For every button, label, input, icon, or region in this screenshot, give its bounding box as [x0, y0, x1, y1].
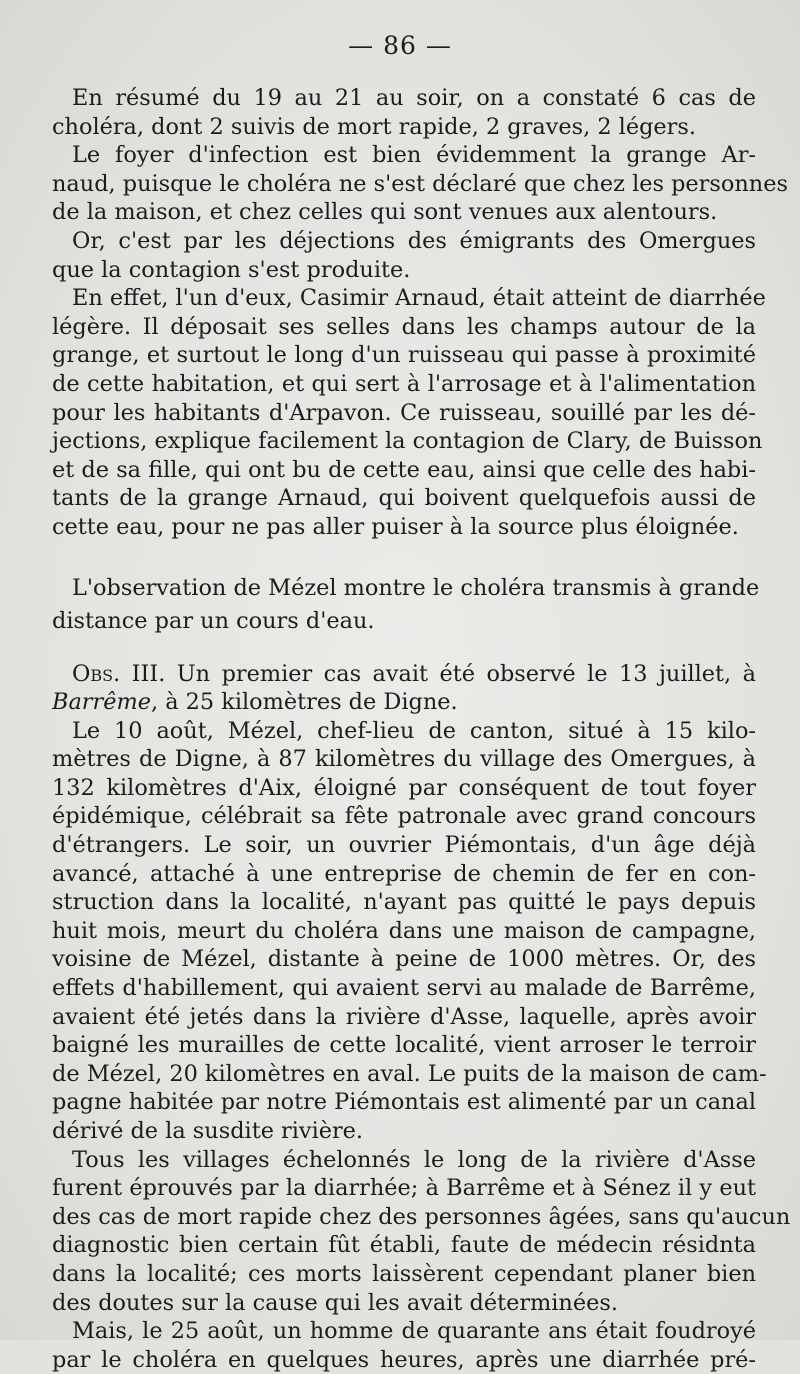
text-line: distance par un cours d'eau. [52, 607, 375, 634]
text-line: avaient été jetés dans la rivière d'Asse, laquelle, après avoir [52, 1003, 756, 1030]
paragraph-gap [52, 638, 756, 660]
paragraph [52, 1317, 756, 1374]
text-line: baigné les murailles de cette localité, vient arroser le terroir [52, 1032, 756, 1059]
place-name: Barrême [52, 689, 151, 716]
text-line: huit mois, meurt du choléra dans une maison de campagne, [52, 917, 756, 944]
text-line: Tous les villages échelonnés le long de la rivière d'Asse [72, 1146, 756, 1173]
text-line: que la contagion s'est produite. [52, 256, 411, 283]
text-line: cette eau, pour ne pas aller puiser à la source plus éloignée. [52, 513, 739, 540]
text-line: Or, c'est par les déjections des émigrants des Omergues [72, 227, 756, 254]
text-line: légère. Il déposait ses selles dans les champs autour de la [52, 313, 756, 340]
paragraph [52, 141, 788, 227]
text-line: naud, puisque le choléra ne s'est déclaré que chez les personnes [52, 170, 788, 197]
text-line: de Mézel, 20 kilomètres en aval. Le puits de la maison de cam- [52, 1060, 767, 1087]
text-line: de la maison, et chez celles qui sont venues aux alentours. [52, 199, 718, 226]
text-line: effets d'habillement, qui avaient servi au malade de Barrême, [52, 975, 756, 1002]
text-line: des cas de mort rapide chez des personnes âgées, sans qu'aucun [52, 1203, 791, 1230]
text-line: mètres de Digne, à 87 kilomètres du village des Omergues, à [52, 746, 756, 773]
text-line [52, 688, 756, 717]
paragraph [52, 84, 756, 141]
text-line: avancé, attaché à une entreprise de chemin de fer en con- [52, 860, 756, 887]
text-line: des doutes sur la cause qui les avait déterminées. [52, 1289, 618, 1316]
paragraph [52, 227, 756, 284]
text-line: En effet, l'un d'eux, Casimir Arnaud, était atteint de diarrhée [72, 285, 766, 312]
text-line: jections, explique facilement la contagion de Clary, de Buisson [52, 428, 763, 455]
text-line: grange, et surtout le long d'un ruisseau qui passe à proximité [52, 342, 756, 369]
text-line: En résumé du 19 au 21 au soir, on a constaté 6 cas de [72, 85, 756, 111]
page-body [52, 84, 791, 1374]
text-line: diagnostic bien certain fût établi, faute de médecin résidnta [52, 1232, 756, 1259]
text-line: épidémique, célébrait sa fête patronale avec grand concours [52, 803, 756, 830]
page-number: — 86 — [348, 31, 452, 60]
observation-label: Obs. III. [72, 660, 166, 687]
paragraph-gap [52, 542, 756, 572]
text-line: pagne habitée par notre Piémontais est alimenté par un canal [52, 1089, 756, 1116]
text-line: pour les habitants d'Arpavon. Ce ruisseau, souillé par les dé- [52, 399, 756, 426]
observation-text: Un premier cas avait été observé le 13 juillet, à [165, 660, 756, 687]
text-line: tants de la grange Arnaud, qui boivent quelquefois aussi de [52, 485, 756, 512]
paragraph [52, 284, 766, 541]
text-line: struction dans la localité, n'ayant pas quitté le pays depuis [52, 889, 756, 916]
text-line: L'observation de Mézel montre le choléra transmis à grande [72, 574, 760, 601]
observation-heading [52, 660, 756, 717]
text-line: dérivé de la susdite rivière. [52, 1118, 364, 1144]
text-line: d'étrangers. Le soir, un ouvrier Piémontais, d'un âge déjà [52, 832, 756, 859]
text-line: Le 10 août, Mézel, chef-lieu de canton, situé à 15 kilo- [72, 717, 756, 744]
text-line: de cette habitation, et qui sert à l'arrosage et à l'alimentation [52, 370, 756, 397]
text-line: furent éprouvés par la diarrhée; à Barrême et à Sénez il y eut [52, 1175, 756, 1202]
paragraph [52, 717, 767, 1146]
paragraph [52, 1146, 791, 1318]
text-line: par le choléra en quelques heures, après une diarrhée pré- [52, 1346, 756, 1373]
text-line: voisine de Mézel, distante à peine de 1000 mètres. Or, des [52, 946, 756, 973]
paragraph [52, 572, 760, 638]
text-line: choléra, dont 2 suivis de mort rapide, 2 graves, 2 légers. [52, 113, 696, 140]
text-line [52, 660, 756, 689]
text-line: Mais, le 25 août, un homme de quarante ans était foudroyé [72, 1318, 756, 1345]
text-line: 132 kilomètres d'Aix, éloigné par conséquent de tout foyer [52, 774, 756, 801]
text-line: Le foyer d'infection est bien évidemment la grange Ar- [72, 142, 756, 169]
text-line: dans la localité; ces morts laissèrent cependant planer bien [52, 1260, 756, 1287]
text-line: et de sa fille, qui ont bu de cette eau, ainsi que celle des habi- [52, 456, 756, 483]
observation-text: , à 25 kilomètres de Digne. [150, 689, 458, 716]
